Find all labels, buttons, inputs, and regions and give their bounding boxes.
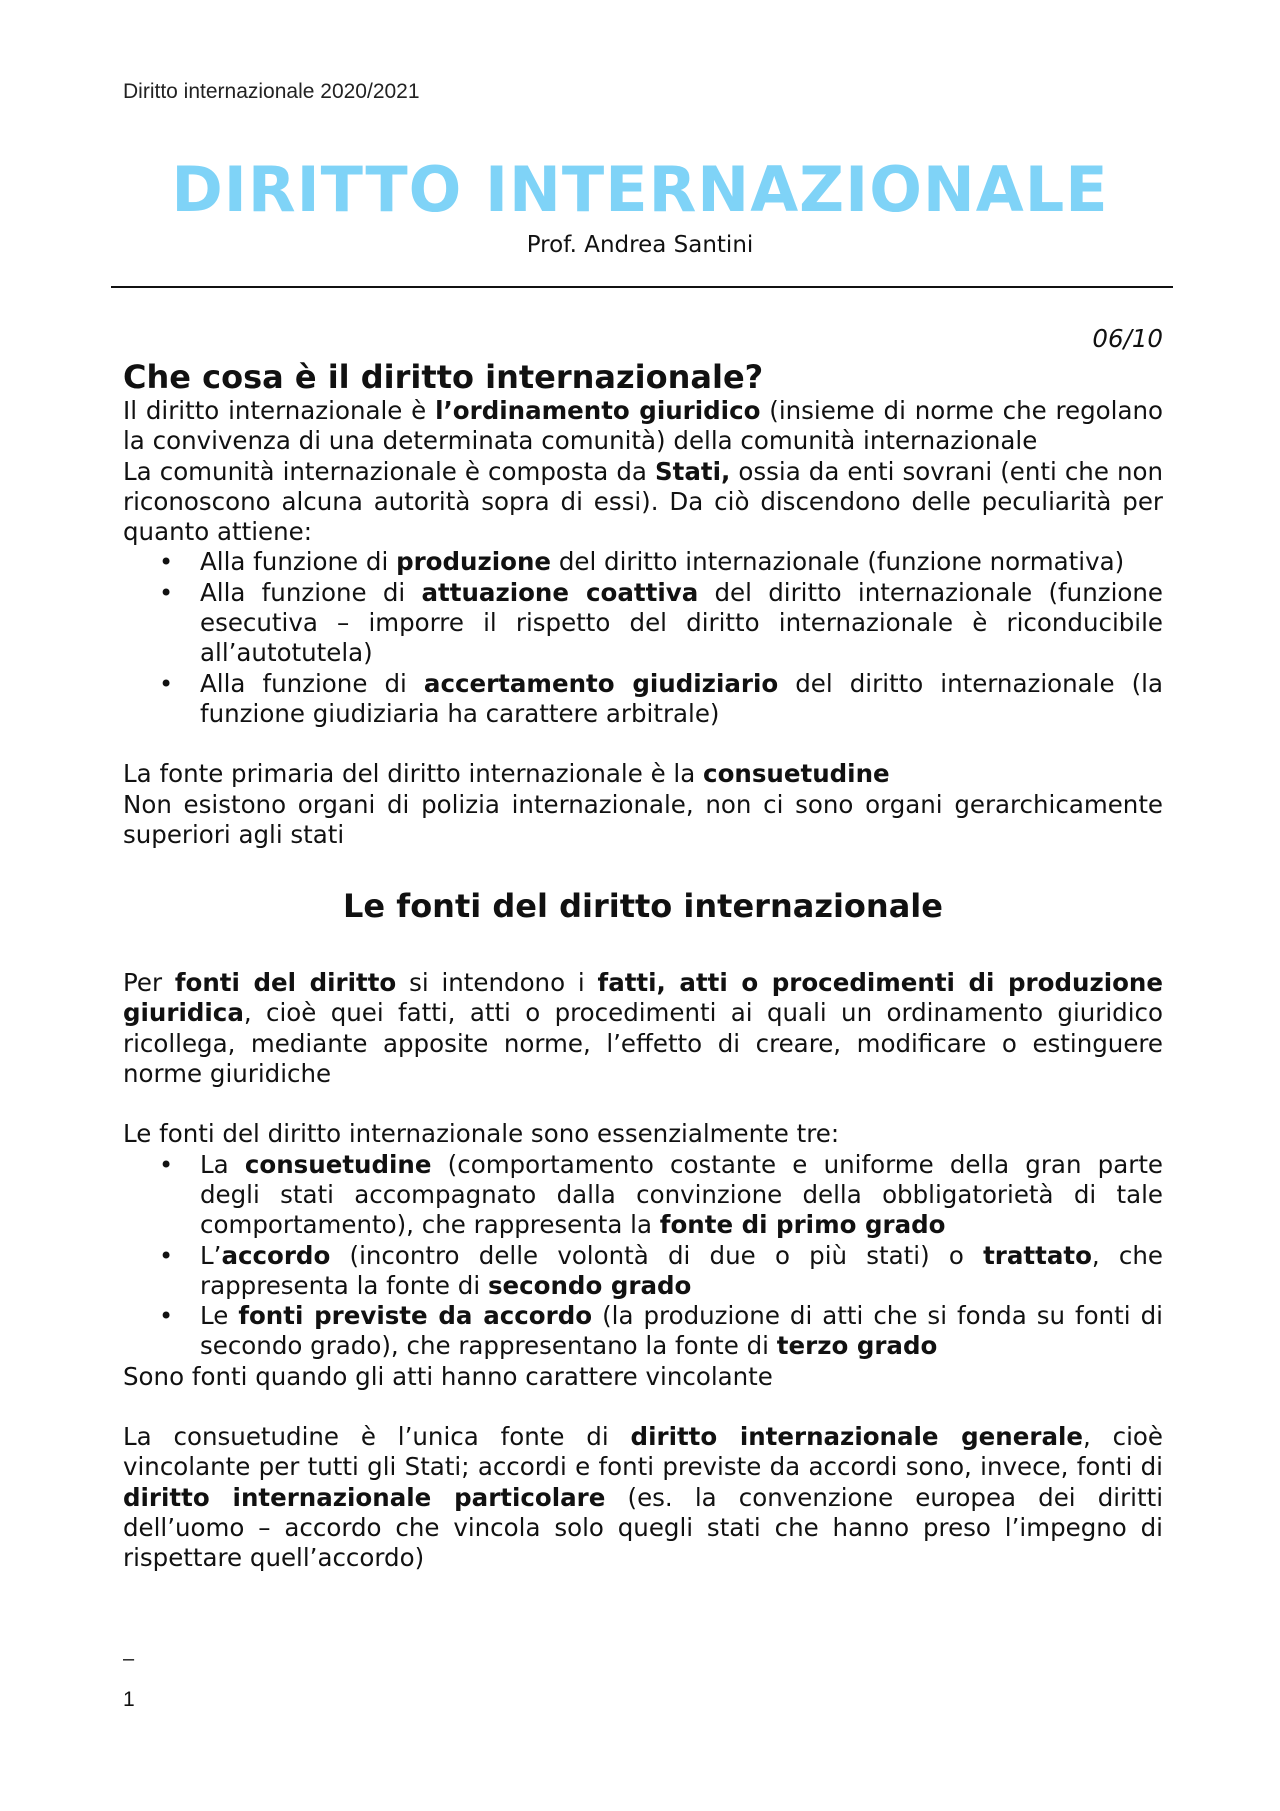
list-item: • La consuetudine (comportamento costante e uniforme della gran parte degli stati accompagnato dalla convinzione della obbligatorietà di tale comportamento), che rappresenta la fonte di primo grado — [159, 1149, 1163, 1240]
footer-dash: – — [123, 1648, 135, 1670]
section1-bullet-list — [123, 547, 1163, 729]
section2-paragraph: Le fonti del diritto internazionale sono essenzialmente tre: — [123, 1119, 840, 1149]
document-subtitle: Prof. Andrea Santini — [526, 232, 754, 258]
running-header: Diritto internazionale 2020/2021 — [123, 80, 420, 103]
bullet-icon: • — [159, 669, 174, 698]
bullet-icon: • — [159, 578, 174, 607]
document-body — [123, 324, 1163, 1574]
list-item: • Le fonti previste da accordo (la produzione di atti che si fonda su fonti di secondo grado), che rappresentano la fonte di terzo grado — [159, 1301, 1163, 1361]
bullet-icon: • — [159, 548, 174, 577]
bullet-icon: • — [159, 1302, 174, 1331]
section1-heading: Che cosa è il diritto internazionale? — [123, 358, 764, 396]
list-item: • Alla funzione di produzione del diritto internazionale (funzione normativa) — [159, 547, 1125, 577]
section2-paragraph: Per fonti del diritto si intendono i fatti, atti o procedimenti di produzione giuridica, cioè quei fatti, atti o procedimenti ai quali un ordinamento giuridico ricollega, mediante apposite norme, l’effetto di creare, modificare o estinguere norme giuridiche — [123, 968, 1163, 1089]
section1-paragraph: La comunità internazionale è composta da Stati, ossia da enti sovrani (enti che non riconoscono alcuna autorità sopra di essi). Da ciò discendono delle peculiarità per quanto attiene: — [123, 456, 1164, 547]
list-item: • L’accordo (incontro delle volontà di due o più stati) o trattato, che rappresenta la fonte di secondo grado — [159, 1240, 1163, 1300]
document-title: DIRITTO INTERNAZIONALE — [171, 153, 1109, 226]
section1-paragraph: Il diritto internazionale è l’ordinamento giuridico (insieme di norme che regolano la convivenza di una determinata comunità) della comunità internazionale — [123, 396, 1164, 456]
list-item: • Alla funzione di accertamento giudiziario del diritto internazionale (la funzione giudiziaria ha carattere arbitrale) — [159, 668, 1163, 728]
bullet-icon: • — [159, 1150, 174, 1179]
title-divider — [111, 286, 1173, 288]
lecture-date: 06/10 — [1092, 324, 1163, 353]
section2-heading: Le fonti del diritto internazionale — [343, 887, 943, 926]
section2-paragraph: Sono fonti quando gli atti hanno carattere vincolante — [123, 1361, 773, 1391]
list-item: • Alla funzione di attuazione coattiva del diritto internazionale (funzione esecutiva – imporre il rispetto del diritto internazionale è riconducibile all’autotutela) — [159, 577, 1163, 668]
page-number: 1 — [123, 1688, 135, 1711]
section1-paragraph: Non esistono organi di polizia internazionale, non ci sono organi gerarchicamente superiori agli stati — [123, 789, 1163, 849]
section2-paragraph: La consuetudine è l’unica fonte di diritto internazionale generale, cioè vincolante per tutti gli Stati; accordi e fonti previste da accordi sono, invece, fonti di diritto internazionale particolare (es. la convenzione europea dei diritti dell’uomo – accordo che vincola solo quegli stati che hanno preso l’impegno di rispettare quell’accordo) — [123, 1422, 1164, 1573]
section2-bullet-list — [123, 1150, 1163, 1362]
section1-paragraph: La fonte primaria del diritto internazionale è la consuetudine — [123, 759, 890, 789]
bullet-icon: • — [159, 1241, 174, 1270]
